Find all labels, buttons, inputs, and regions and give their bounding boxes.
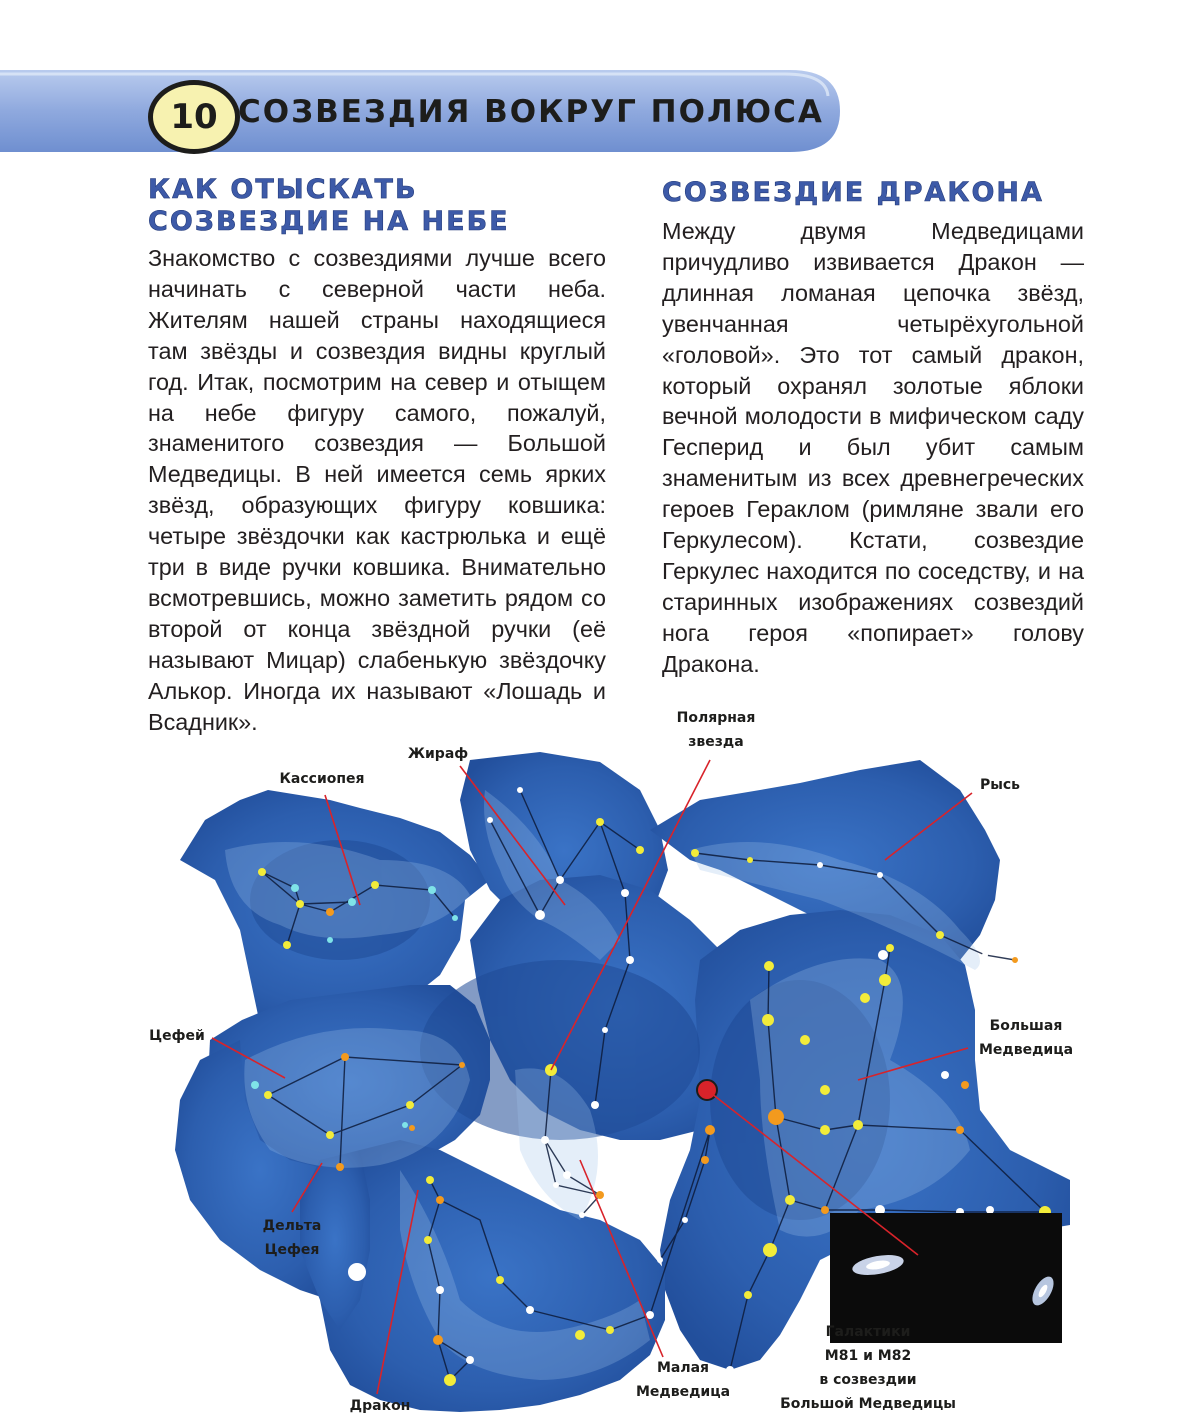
star-map xyxy=(0,690,1193,1415)
left-paragraph: Знакомство с созвездиями лучше всего начинать с северной части неба. Жителям нашей страны находящиеся там звёзды и созвездия видны круглый год. Итак, посмотрим на север и отыщем на небе фигуру самого, пожалуй, знаменитого созвездия — Большой Медведицы. В ней имеется семь ярких звёзд, образующих фигуру ковшика: четыре звёздочки как кастрюлька и ещё три в виде ручки ковшика. Внимательно всмотревшись, можно заметить рядом со второй от конца звёздной ручки (её называют Мицар) слабенькую звёздочку Алькор. Иногда их называют «Лошадь и Всадник». xyxy=(148,245,606,735)
label-big-dipper-line1: Большая xyxy=(989,1018,1063,1034)
chapter-number-badge xyxy=(148,80,240,154)
left-heading-line2: СОЗВЕЗДИЕ НА НЕБЕ xyxy=(148,206,510,237)
left-heading-line1: КАК ОТЫСКАТЬ xyxy=(148,174,418,205)
left-heading xyxy=(148,174,510,238)
label-cassiopeia: Кассиопея xyxy=(279,771,365,787)
label-draco: Дракон xyxy=(349,1398,411,1414)
label-little-dipper-line2: Медведица xyxy=(635,1384,731,1400)
label-polaris-line2: звезда xyxy=(688,734,744,750)
chapter-title: СОЗВЕЗДИЯ ВОКРУГ ПОЛЮСА xyxy=(238,94,824,130)
label-galaxies-line4: Большой Медведицы xyxy=(780,1396,956,1412)
label-galaxies-line3: в созвездии xyxy=(819,1372,917,1388)
label-cepheus: Цефей xyxy=(149,1028,205,1044)
label-giraffe: Жираф xyxy=(407,746,469,762)
chapter-number: 10 xyxy=(170,97,218,137)
label-galaxies-line2: M81 и M82 xyxy=(824,1348,912,1364)
label-galaxies-line1: Галактики xyxy=(825,1324,911,1340)
label-polaris-line1: Полярная xyxy=(676,710,756,726)
label-little-dipper-line1: Малая xyxy=(656,1360,710,1376)
right-heading: СОЗВЕЗДИЕ ДРАКОНА xyxy=(662,177,1044,208)
label-delta-cephei-line1: Дельта xyxy=(262,1218,322,1234)
label-big-dipper-line2: Медведица xyxy=(978,1042,1074,1058)
label-delta-cephei-line2: Цефея xyxy=(264,1242,320,1258)
label-lynx: Рысь xyxy=(979,777,1021,793)
right-paragraph: Между двумя Медведицами причудливо извивается Дракон — длинная ломаная цепочка звёзд, увенчанная четырёхугольной «головой». Это тот самый дракон, который охранял золотые яблоки вечной молодости в мифическом саду Гесперид и был убит самым знаменитым из всех древнегреческих героев Гераклом (римляне звали его Геркулесом). Кстати, созвездие Геркулес находится по соседству, и на старинных изображениях созвездий нога героя «попирает» голову Дракона. xyxy=(662,218,1084,677)
